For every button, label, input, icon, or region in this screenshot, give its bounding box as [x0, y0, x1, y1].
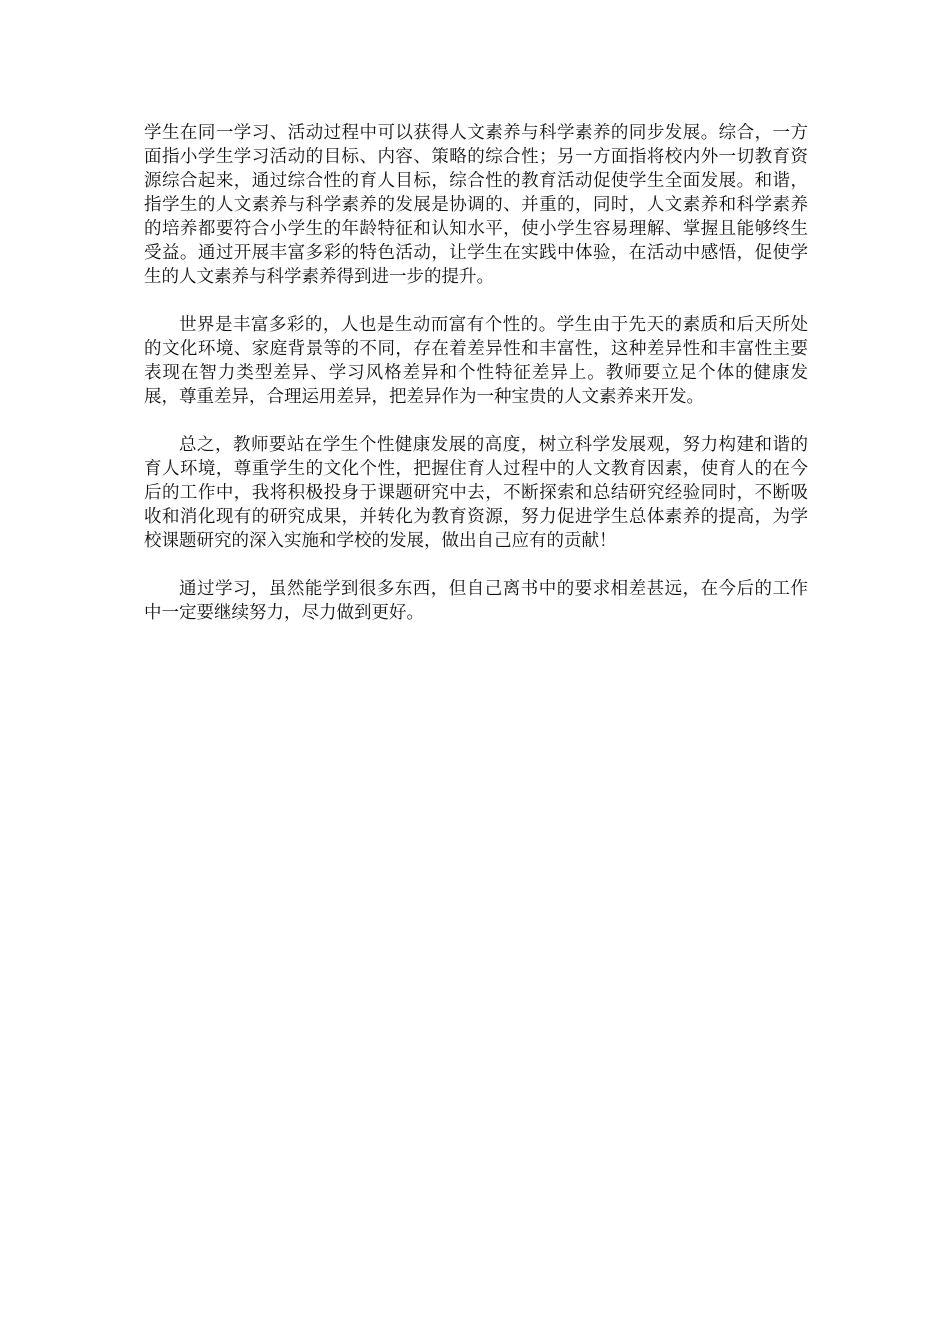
paragraph-3: 总之，教师要站在学生个性健康发展的高度，树立科学发展观，努力构建和谐的育人环境，尊重学生的文化个性，把握住育人过程中的人文教育因素，使育人的在今后的工作中，我将积极投身于课题研究中去，不断探索和总结研究经验同时，不断吸收和消化现有的研究成果，并转化为教育资源，努力促进学生总体素养的提高，为学校课题研究的深入实施和学校的发展，做出自己应有的贡献！	[144, 435, 808, 551]
paragraph-1: 学生在同一学习、活动过程中可以获得人文素养与科学素养的同步发展。综合，一方面指小学生学习活动的目标、内容、策略的综合性；另一方面指将校内外一切教育资源综合起来，通过综合性的育人目标，综合性的教育活动促使学生全面发展。和谐，指学生的人文素养与科学素养的发展是协调的、并重的，同时，人文素养和科学素养的培养都要符合小学生的年龄特征和认知水平，使小学生容易理解、掌握且能够终生受益。通过开展丰富多彩的特色活动，让学生在实践中体验，在活动中感悟，促使学生的人文素养与科学素养得到进一步的提升。	[144, 123, 808, 287]
paragraph-2: 世界是丰富多彩的，人也是生动而富有个性的。学生由于先天的素质和后天所处的文化环境、家庭背景等的不同，存在着差异性和丰富性，这种差异性和丰富性主要表现在智力类型差异、学习风格差异和个性特征差异上。教师要立足个体的健康发展，尊重差异，合理运用差异，把差异作为一种宝贵的人文素养来开发。	[144, 315, 808, 407]
document-body	[144, 121, 808, 649]
paragraph-4: 通过学习，虽然能学到很多东西，但自己离书中的要求相差甚远，在今后的工作中一定要继续努力，尽力做到更好。	[144, 579, 808, 623]
